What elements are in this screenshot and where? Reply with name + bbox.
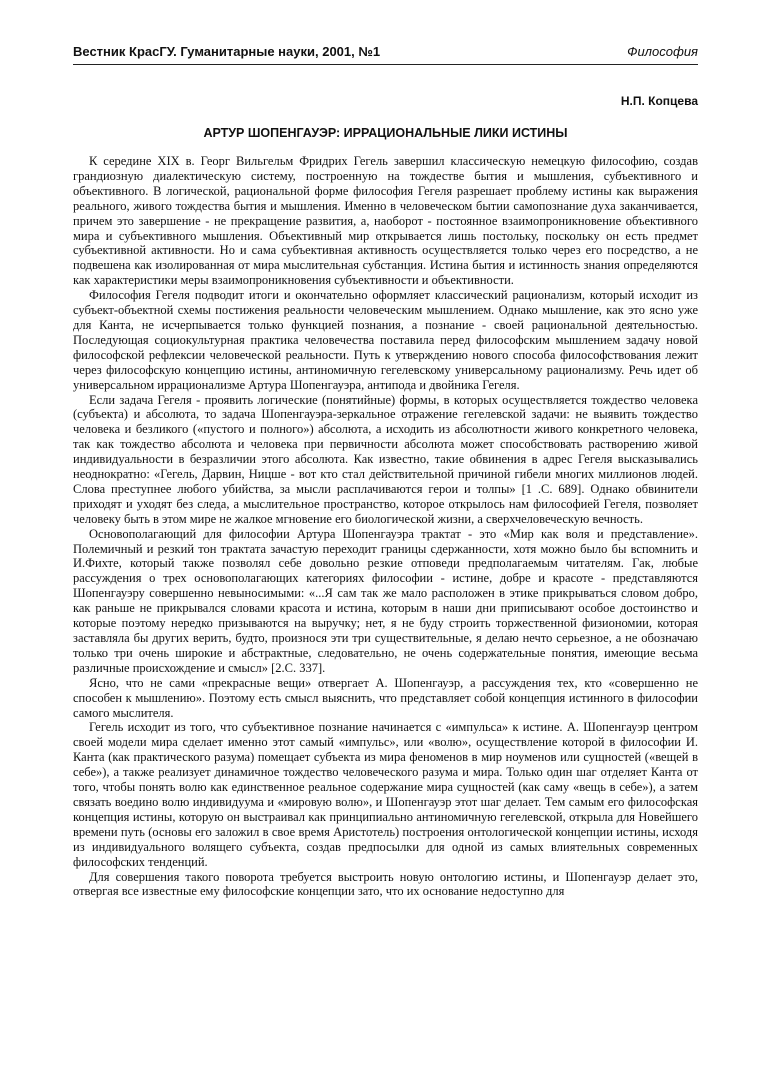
paragraph: Основополагающий для философии Артура Шопенгауэра трактат - это «Мир как воля и представление». Полемичный и резкий тон трактата зачастую переходит границы сдержанности, хотя можно было бы вспомнить и И.Фихте, который также позволял себе довольно резкие отповеди предполагаемым читателям. Гак, любые рассуждения о трех основополагающих категориях философии - истине, добре и красоте - представляются Шопенгауэру совершенно невыносимыми: «...Я сам так же мало расположен в этике прикрываться словом добро, как раньше не прикрывался словами красота и истина, которым в наши дни приписывают особое достоинство и которые поэтому нередко призываются на выручку; нет, я не буду строить торжественной физиономии, которая заставляла бы других верить, будто, произнося эти три существительные, я делаю нечто серьезное, а не обозначаю только три очень широкие и абстрактные, следовательно, не очень содержательные понятия, имеющие весьма различные происхождение и смысл» [2.С. 337].	[73, 526, 698, 675]
paragraph: Философия Гегеля подводит итоги и окончательно оформляет классический рационализм, который исходит из субъект-объектной схемы постижения реальности человеческим мышлением. Однако мышление, как это ясно уже для Канта, не исчерпывается только функцией познания, а познание - своей рациональной деятельностью. Последующая социокультурная практика человечества поставила перед философским мышлением задачу новой философской рефлексии человеческой реальности. Путь к утверждению нового способа философствования лежит через философскую концепцию истины, антиномичную гегелевскому универсальному рационализму. Речь идет об универсальном иррационализме Артура Шопенгауэра, антипода и двойника Гегеля.	[73, 288, 698, 392]
paragraph: Для совершения такого поворота требуется выстроить новую онтологию истины, и Шопенгауэр делает это, отвергая все известные ему философские концепции зато, что их основание недоступно для	[73, 869, 698, 899]
paragraph: Гегель исходит из того, что субъективное познание начинается с «импульса» к истине. А. Шопенгауэр центром своей модели мира сделает именно этот самый «импульс», или «волю», осуществление которой в философии И. Канта (как практического разума) помещает субъекта из мира феноменов в мир ноуменов или сущностей («вещей в себе»), а также реализует динамичное тождество человеческого разума и мира. Только один шаг отделяет Канта от того, чтобы понять волю как единственное реальное содержание мира сущностей (как саму «вещь в себе»), а затем связать воедино волю индивидуума и «мировую волю», и Шопенгауэр этот шаг делает. Тем самым его философская концепция истины, которую он выстраивал как принципиально антиномичную гегелевской, открыла для Новейшего времени путь (основы его заложил в свое время Аристотель) построения онтологической концепции истины, исходя из индивидуального волящего субъекта, создав предпосылки для одной из самых влиятельных современных философских тенденций.	[73, 720, 698, 869]
paragraph: К середине XIX в. Георг Вильгельм Фридрих Гегель завершил классическую немецкую философию, создав грандиозную диалектическую систему, построенную на тождестве бытия и мышления, субъективного и объективного. В логической, рациональной форме философия Гегеля разрешает проблему истины как выражения реального, живого тождества бытия и мышления. Именно в человеческом бытии самопознание духа заканчивается, причем это завершение - не прекращение развития, а, наоборот - постоянное взаимопроникновение объективного мира и субъективного мышления. Объективный мир открывается лишь постольку, поскольку он есть предмет субъективной активности. Но и сама субъективная активность осуществляется только через его посредство, а не подвешена как изолированная от мира мыслительная субстанция. Истина бытия и истинность знания определяются как характеристики меры взаимопроникновения субъективности и объективности.	[73, 154, 698, 288]
article-body	[73, 154, 698, 899]
journal-title: Вестник КрасГУ. Гуманитарные науки, 2001, №1	[73, 44, 381, 59]
paragraph: Если задача Гегеля - проявить логические (понятийные) формы, в которых осуществляется тождество человека (субъекта) и абсолюта, то задача Шопенгауэра-зеркальное отражение гегелевской задачи: не выявить тождество человека и безликого («пустого и полного») абсолюта, а исходить из абсолютности живого конкретного человека, так как тождество абсолюта и человека при первичности абсолюта может способствовать растворению живой индивидуальности в безразличии этого абсолюта. Как известно, такие обвинения в адрес Гегеля высказывались неоднократно: «Гегель, Дарвин, Ницше - вот кто стал действительной причиной гибели многих миллионов людей. Слова преступнее любого убийства, за мысли расплачиваются герои и толпы» [1 .С. 689]. Однако обвинители приходят и уходят без следа, а мыслительное пространство, которое открылось нам философией Гегеля, позволяет человеку быть в этом мире не жалкое мгновение его биологической жизни, а сверхчеловеческую вечность.	[73, 392, 698, 526]
author-name: Н.П. Копцева	[620, 94, 698, 108]
header-rule	[73, 64, 698, 65]
article-title: АРТУР ШОПЕНГАУЭР: ИРРАЦИОНАЛЬНЫЕ ЛИКИ ИСТИНЫ	[203, 126, 568, 140]
section-name: Философия	[627, 44, 698, 59]
paragraph: Ясно, что не сами «прекрасные вещи» отвергает А. Шопенгауэр, а рассуждения тех, кто «совершенно не способен к мышлению». Поэтому есть смысл выяснить, что представляет собой концепция истинного в философии самого мыслителя.	[73, 675, 698, 720]
running-header	[73, 44, 698, 62]
